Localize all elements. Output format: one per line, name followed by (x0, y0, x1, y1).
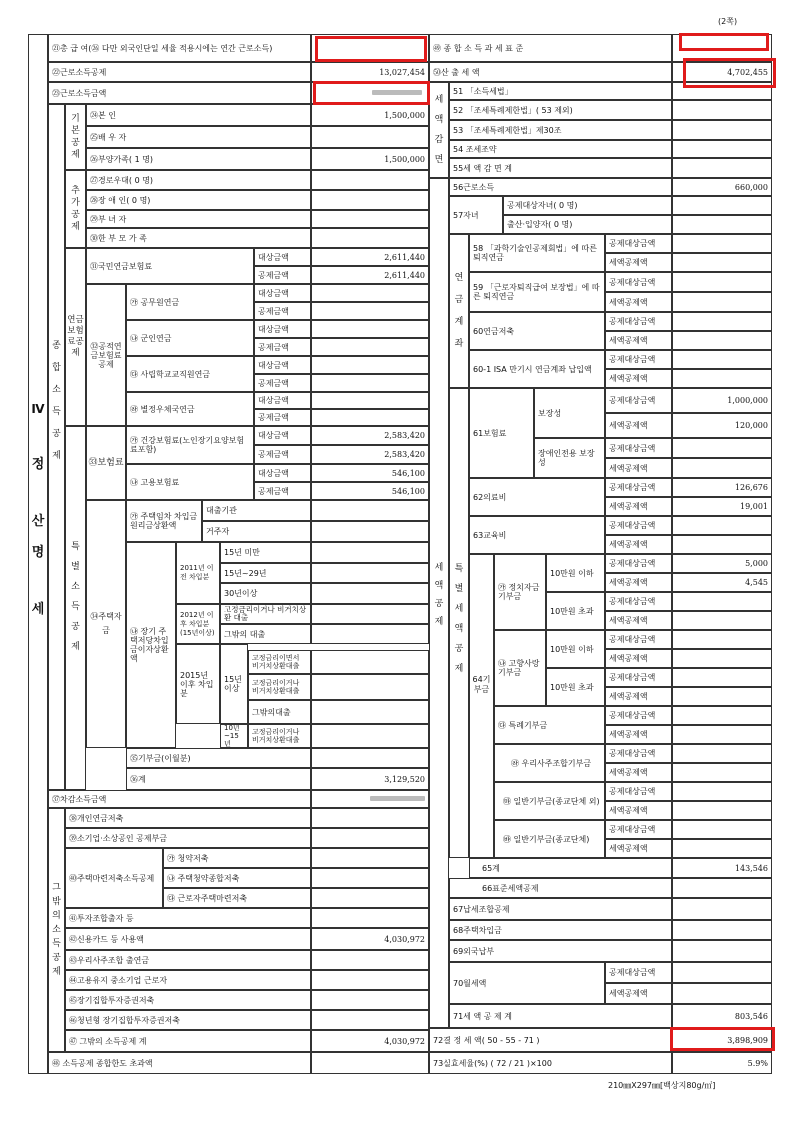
education-target-value (672, 516, 772, 535)
page-number: (2쪽) (718, 17, 738, 26)
political-u10-credit-value: 4,545 (672, 573, 772, 592)
disabled-value (311, 190, 429, 210)
over-30y-value (311, 583, 429, 604)
under-15y-value (311, 542, 429, 563)
other-income-deduction: 그 밖의 소득공제 (48, 808, 65, 1052)
political-o10-credit-value (672, 611, 772, 630)
public-pension-label: ㉜공적연금보험료공제 (86, 284, 126, 426)
single-parent-label: ㉚한 부 모 가 족 (86, 228, 311, 248)
subscription-savings-value (311, 848, 429, 868)
education-credit: 63교육비 (469, 516, 605, 554)
employee-stock-value (311, 950, 429, 970)
tax-base-label: ㊾ 종 합 소 득 과 세 표 준 (429, 34, 672, 62)
general1-target: 공제대상금액 (605, 782, 672, 801)
subscription-savings: ㉮ 청약저축 (163, 848, 311, 868)
single-parent-value (311, 228, 429, 248)
national-pension-deduct-label: 공제금액 (254, 266, 311, 284)
political-o10-target: 공제대상금액 (605, 592, 672, 611)
fixed-and-nongrace: 고정금리이면서 비거치상환대출 (248, 650, 311, 674)
employee-stock: ㊸우리사주조합 출연금 (65, 950, 311, 970)
private-target: 대상금액 (254, 356, 311, 374)
credit-total-value: 803,546 (672, 1004, 772, 1028)
calculated-tax-value: 4,702,455 (672, 62, 772, 82)
special-donation: ㉰ 특례기부금 (494, 706, 605, 744)
disabled-credit-value (672, 458, 772, 478)
retirement-target-value (672, 272, 772, 292)
general2-target: 공제대상금액 (605, 820, 672, 839)
science-target: 공제대상금액 (605, 234, 672, 253)
special-total-value: 3,129,520 (311, 768, 429, 790)
civil-deduct-value (311, 302, 429, 320)
retirement-target: 공제대상금액 (605, 272, 672, 292)
eligible-children: 공제대상자녀( 0 명) (503, 196, 672, 215)
pre-2011-label: 2011년 이전 차입분 (176, 542, 220, 604)
science-credit-value (672, 253, 772, 272)
post-target-value (311, 392, 429, 409)
credit-card-value: 4,030,972 (311, 928, 429, 950)
private-deduct: 공제금액 (254, 374, 311, 392)
isa-credit-value (672, 369, 772, 388)
credit-total: 71세 액 공 제 계 (449, 1004, 672, 1028)
rent-credit: 세액공제액 (605, 983, 672, 1004)
special-donation-target: 공제대상금액 (605, 706, 672, 725)
fixed-or-nongrace-10y: 고정금리이거나 비거치상환대출 (248, 724, 311, 748)
disabled-label: ㉘장 애 인( 0 명) (86, 190, 311, 210)
general-donation-religious: ㉳ 일반기부금(종교단체) (494, 820, 605, 858)
section-char-3: 명 (31, 545, 45, 560)
military-pension: ㉯ 군인연금 (126, 320, 254, 356)
isa-target-value (672, 350, 772, 369)
retirement-pension: 59 「근로자퇴직급여 보장법」에 따른 퇴직연금 (469, 272, 605, 312)
comprehensive-income-deduction: 종합소득공제 (48, 104, 65, 790)
standard-credit: 66표준세액공제 (449, 878, 672, 898)
reduction-total-value (672, 158, 772, 178)
resident-value (311, 521, 429, 542)
special-tax-act-value (672, 100, 772, 120)
medical-credit-amt: 세액공제액 (605, 497, 672, 516)
pension-savings-target: 공제대상금액 (605, 312, 672, 331)
spouse-value (311, 126, 429, 148)
section-char-4: 세 (31, 602, 45, 617)
esop-donation-credit: 세액공제액 (605, 763, 672, 782)
health-target: 대상금액 (254, 426, 311, 445)
national-pension-target-value: 2,611,440 (311, 248, 429, 266)
military-deduct: 공제금액 (254, 338, 311, 356)
earned-income-credit: 56근로소득 (449, 178, 672, 196)
highlight-gross-pay (315, 36, 427, 62)
general1-credit: 세액공제액 (605, 801, 672, 820)
special-tax-act: 52 「조세특례제한법」( 53 제외) (449, 100, 672, 120)
education-target: 공제대상금액 (605, 516, 672, 535)
hometown-u10-target-value (672, 630, 772, 649)
general1-target-value (672, 782, 772, 801)
post-deduct-value (311, 409, 429, 426)
isa-target: 공제대상금액 (605, 350, 672, 369)
esop-donation: ㉱ 우리사주조합기부금 (494, 744, 605, 782)
isa-label: 60-1 ISA 만기시 연금계좌 납입액 (469, 350, 605, 388)
small-business-value (311, 828, 429, 848)
education-credit-value (672, 535, 772, 554)
post-target: 대상금액 (254, 392, 311, 409)
hometown-donation: ㉯ 고향사랑기부금 (494, 630, 546, 706)
medical-credit-value: 19,001 (672, 497, 772, 516)
private-deduct-value (311, 374, 429, 392)
health-insurance: ㉮ 건강보험료(노인장기요양보험료포함) (126, 426, 254, 464)
hometown-o10: 10만원 초과 (546, 668, 605, 706)
hometown-u10: 10만원 이하 (546, 630, 605, 668)
tax-union-credit: 67납세조합공제 (449, 898, 672, 920)
donation-carryover: ㉟기부금(이월분) (126, 748, 311, 768)
other-loan-2015-value (311, 700, 429, 724)
rent-target-value (672, 962, 772, 983)
health-target-value: 2,583,420 (311, 426, 429, 445)
medical-credit: 62의료비 (469, 478, 605, 516)
hometown-o10-target-value (672, 668, 772, 687)
employment-retention: ㊹고용유지 중소기업 근로자 (65, 970, 311, 990)
coverage-label: 보장성 (534, 388, 605, 438)
small-business: ㊴소기업·소상공인 공제부금 (65, 828, 311, 848)
highlight-determined-tax (670, 1027, 775, 1051)
youth-fund-value (311, 1010, 429, 1030)
other-loan-2015: 그밖의대출 (248, 700, 311, 724)
fixed-and-nongrace-value (311, 650, 429, 674)
disabled-coverage: 장애인전용 보장성 (534, 438, 605, 478)
civil-target-value (311, 284, 429, 302)
fixed-or-nongrace-2015: 고정금리이거나 비거치상환대출 (248, 674, 311, 700)
tax-credit-label: 세액공제 (429, 178, 449, 1028)
general-donation-nonreligious: ㉲ 일반기부금(종교단체 외) (494, 782, 605, 820)
tax-reduction-label: 세액감면 (429, 82, 449, 178)
determined-tax-value: 3,898,909 (672, 1028, 772, 1052)
women-value (311, 210, 429, 228)
military-target-value (311, 320, 429, 338)
earned-income-deduction-value: 13,027,454 (311, 62, 429, 82)
post-deduct: 공제금액 (254, 409, 311, 426)
pension-account-label: 연금계좌 (449, 234, 469, 388)
post-office-pension: ㉱ 별정우체국연금 (126, 392, 254, 426)
disabled-target-value (672, 438, 772, 458)
special-donation-credit: 세액공제액 (605, 725, 672, 744)
coverage-credit-value: 120,000 (672, 413, 772, 438)
highlight-tax-base (679, 33, 769, 51)
standard-credit-value (672, 878, 772, 898)
rent-target: 공제대상금액 (605, 962, 672, 983)
other-deduction-total-value: 4,030,972 (311, 1030, 429, 1052)
civil-servant-pension: ㉮ 공무원연금 (126, 284, 254, 320)
worker-housing: ㉰ 근로자주택마련저축 (163, 888, 311, 908)
over-15y-2015: 15년 이상 (220, 644, 248, 724)
hometown-o10-credit-value (672, 687, 772, 706)
isa-credit: 세액공제액 (605, 369, 672, 388)
retirement-credit: 세액공제액 (605, 292, 672, 312)
section-char-1: 정 (31, 457, 45, 472)
hometown-u10-credit: 세액공제액 (605, 649, 672, 668)
disabled-target: 공제대상금액 (605, 438, 672, 458)
youth-fund: ㊻청년형 장기집합투자증권저축 (65, 1010, 311, 1030)
limit-excess: ㊽ 소득공제 종합한도 초과액 (48, 1052, 311, 1074)
employment-target: 대상금액 (254, 464, 311, 482)
personal-pension-value (311, 808, 429, 828)
hometown-o10-credit: 세액공제액 (605, 687, 672, 706)
section-label (28, 34, 48, 1074)
limit-excess-value (311, 1052, 429, 1074)
esop-donation-credit-value (672, 763, 772, 782)
elderly-value (311, 170, 429, 190)
gross-pay-label: ㉑총 급 여(㉖ 다만 외국인단일 세율 적용시에는 연간 근로소득) (48, 34, 311, 62)
paper-spec: 210㎜X297㎜[백상지80g/㎡] (608, 1081, 716, 1090)
self-label: ㉔본 인 (86, 104, 311, 126)
self-value: 1,500,000 (311, 104, 429, 126)
investment-union-value (311, 908, 429, 928)
dependents-label: ㉖부양가족( 1 명) (86, 148, 311, 170)
other-deduction-total: ㊼ 그밖의 소득공제 계 (65, 1030, 311, 1052)
special-credit-label: 특별세액공제 (449, 388, 469, 858)
medical-target: 공제대상금액 (605, 478, 672, 497)
lender-value (311, 500, 429, 521)
employment-insurance: ㉯ 고용보험료 (126, 464, 254, 500)
hometown-u10-credit-value (672, 649, 772, 668)
earned-income-credit-value: 660,000 (672, 178, 772, 196)
esop-donation-target-value (672, 744, 772, 763)
foreign-tax-credit-value (672, 940, 772, 962)
private-school-pension: ㉰ 사립학교교직원연금 (126, 356, 254, 392)
science-target-value (672, 234, 772, 253)
long-term-fund: ㊺장기집합투자증권저축 (65, 990, 311, 1010)
employment-deduct: 공제금액 (254, 482, 311, 500)
reduction-total: 55세 액 감 면 계 (449, 158, 672, 178)
fixed-or-nongrace-10y-value (311, 724, 429, 748)
children-label: 57자녀 (449, 196, 503, 234)
fixed-or-nongrace: 고정금리이거나 비거치상환 대출 (220, 604, 311, 624)
insurance-label: ㉝보험료 (86, 426, 126, 500)
pension-savings: 60연금저축 (469, 312, 605, 350)
other-loan: 그밖의 대출 (220, 624, 311, 644)
15-29y: 15년~29년 (220, 563, 311, 583)
health-deduct-value: 2,583,420 (311, 445, 429, 464)
employment-target-value: 546,100 (311, 464, 429, 482)
pension-savings-target-value (672, 312, 772, 331)
medical-target-value: 126,676 (672, 478, 772, 497)
housing-loan-credit-value (672, 920, 772, 940)
fixed-or-nongrace-value (311, 604, 429, 624)
political-u10-target-value: 5,000 (672, 554, 772, 573)
science-pension: 58 「과학기술인공제회법」에 따른 퇴직연금 (469, 234, 605, 272)
long-term-fund-value (311, 990, 429, 1010)
rent-credit-value (672, 983, 772, 1004)
housing-savings: ㊵주택마련저축소득공제 (65, 848, 163, 908)
housing-fund-label: ㉞주택자금 (86, 500, 126, 748)
investment-union: ㊶투자조합출자 등 (65, 908, 311, 928)
housing-subscription: ㉯ 주택청약종합저축 (163, 868, 311, 888)
personal-pension: ㊳개인연금저축 (65, 808, 311, 828)
national-pension-deduct-value: 2,611,440 (311, 266, 429, 284)
employment-deduct-value: 546,100 (311, 482, 429, 500)
dependents-value: 1,500,000 (311, 148, 429, 170)
general2-credit-value (672, 839, 772, 858)
housing-subscription-value (311, 868, 429, 888)
political-o10-credit: 세액공제액 (605, 611, 672, 630)
over-30y: 30년이상 (220, 583, 311, 604)
highlight-earned-income (313, 81, 430, 105)
disabled-credit: 세액공제액 (605, 458, 672, 478)
science-credit: 세액공제액 (605, 253, 672, 272)
special-donation-credit-value (672, 725, 772, 744)
esop-donation-target: 공제대상금액 (605, 744, 672, 763)
civil-deduct: 공제금액 (254, 302, 311, 320)
hometown-o10-target: 공제대상금액 (605, 668, 672, 687)
political-o10: 10만원 초과 (546, 592, 605, 630)
coverage-credit: 세액공제액 (605, 413, 672, 438)
special-credit-total: 65계 (469, 858, 672, 878)
political-u10-target: 공제대상금액 (605, 554, 672, 573)
military-target: 대상금액 (254, 320, 311, 338)
political-o10-target-value (672, 592, 772, 611)
eligible-children-value (672, 196, 772, 215)
redacted-deducted-income (370, 796, 425, 801)
general1-credit-value (672, 801, 772, 820)
coverage-target-value: 1,000,000 (672, 388, 772, 413)
under-15y: 15년 미만 (220, 542, 311, 563)
other-loan-value (311, 624, 429, 644)
pension-savings-credit: 세액공제액 (605, 331, 672, 350)
determined-tax-label: 72결 정 세 액( 50 - 55 - 71 ) (429, 1028, 672, 1052)
spouse-label: ㉕배 우 자 (86, 126, 311, 148)
special-tax-act-30-value (672, 120, 772, 140)
deducted-income-label: ㊲차감소득금액 (48, 790, 311, 808)
retirement-credit-value (672, 292, 772, 312)
lender-label: 대출기관 (202, 500, 311, 521)
tax-treaty-value (672, 140, 772, 158)
basic-deduction: 기본공제 (65, 104, 86, 170)
mortgage-interest-label: ㉯ 장기 주택저당차입금이자상환액 (126, 542, 176, 748)
employment-retention-value (311, 970, 429, 990)
special-credit-total-value: 143,546 (672, 858, 772, 878)
tax-treaty: 54 조세조약 (449, 140, 672, 158)
national-pension-target-label: 대상금액 (254, 248, 311, 266)
pension-insurance-deduction: 연금보험료공제 (65, 248, 86, 426)
pension-savings-credit-value (672, 331, 772, 350)
special-tax-act-30: 53 「조세특례제한법」제30조 (449, 120, 672, 140)
national-pension-label: ㉛국민연금보험료 (86, 248, 254, 284)
general2-target-value (672, 820, 772, 839)
insurance-credit: 61보험료 (469, 388, 534, 478)
10-15y-label: 10년 ~15년 (220, 724, 248, 748)
special-income-deduction: 특별소득공제 (65, 426, 86, 790)
fixed-or-nongrace-2015-value (311, 674, 429, 700)
women-label: ㉙부 녀 자 (86, 210, 311, 228)
coverage-target: 공제대상금액 (605, 388, 672, 413)
additional-deduction: 추가공제 (65, 170, 86, 248)
civil-target: 대상금액 (254, 284, 311, 302)
special-donation-target-value (672, 706, 772, 725)
earned-income-deduction-label: ㉒근로소득공제 (48, 62, 311, 82)
effective-rate-label: 73실효세율(%) ( 72 / 21 )×100 (429, 1052, 672, 1074)
foreign-tax-credit: 69외국납부 (449, 940, 672, 962)
section-roman: Ⅳ (31, 402, 45, 416)
political-u10-credit: 세액공제액 (605, 573, 672, 592)
elderly-label: ㉗경로우대( 0 명) (86, 170, 311, 190)
birth-adoption-value (672, 215, 772, 234)
worker-housing-value (311, 888, 429, 908)
tax-union-credit-value (672, 898, 772, 920)
donation-label: 64기부금 (469, 554, 494, 858)
political-donation: ㉮ 정치자금기부금 (494, 554, 546, 630)
housing-loan-credit: 68주택차입금 (449, 920, 672, 940)
monthly-rent-credit: 70월세액 (449, 962, 605, 1004)
special-total-label: ㊱계 (126, 768, 311, 790)
highlight-calculated-tax (683, 58, 776, 88)
earned-income-amount-label: ㉓근로소득금액 (48, 82, 311, 104)
donation-carryover-value (311, 748, 429, 768)
health-deduct: 공제금액 (254, 445, 311, 464)
political-u10: 10만원 이하 (546, 554, 605, 592)
hometown-u10-target: 공제대상금액 (605, 630, 672, 649)
general2-credit: 세액공제액 (605, 839, 672, 858)
resident-label: 거주자 (202, 521, 311, 542)
section-char-2: 산 (31, 514, 45, 529)
effective-rate-value: 5.9% (672, 1052, 772, 1074)
military-deduct-value (311, 338, 429, 356)
calculated-tax-label: ㊿산 출 세 액 (429, 62, 672, 82)
birth-adoption: 출산·입양자( 0 명) (503, 215, 672, 234)
credit-card: ㊷신용카드 등 사용액 (65, 928, 311, 950)
post-2015-label: 2015년 이후 차입분 (176, 644, 220, 724)
private-target-value (311, 356, 429, 374)
post-2012-label: 2012년 이후 차입분 (15년이상) (176, 604, 220, 644)
lease-loan-label: ㉮ 주택임차 차입금원리금상환액 (126, 500, 202, 542)
15-29y-value (311, 563, 429, 583)
education-credit-amt: 세액공제액 (605, 535, 672, 554)
income-tax-act: 51 「소득세법」 (449, 82, 672, 100)
